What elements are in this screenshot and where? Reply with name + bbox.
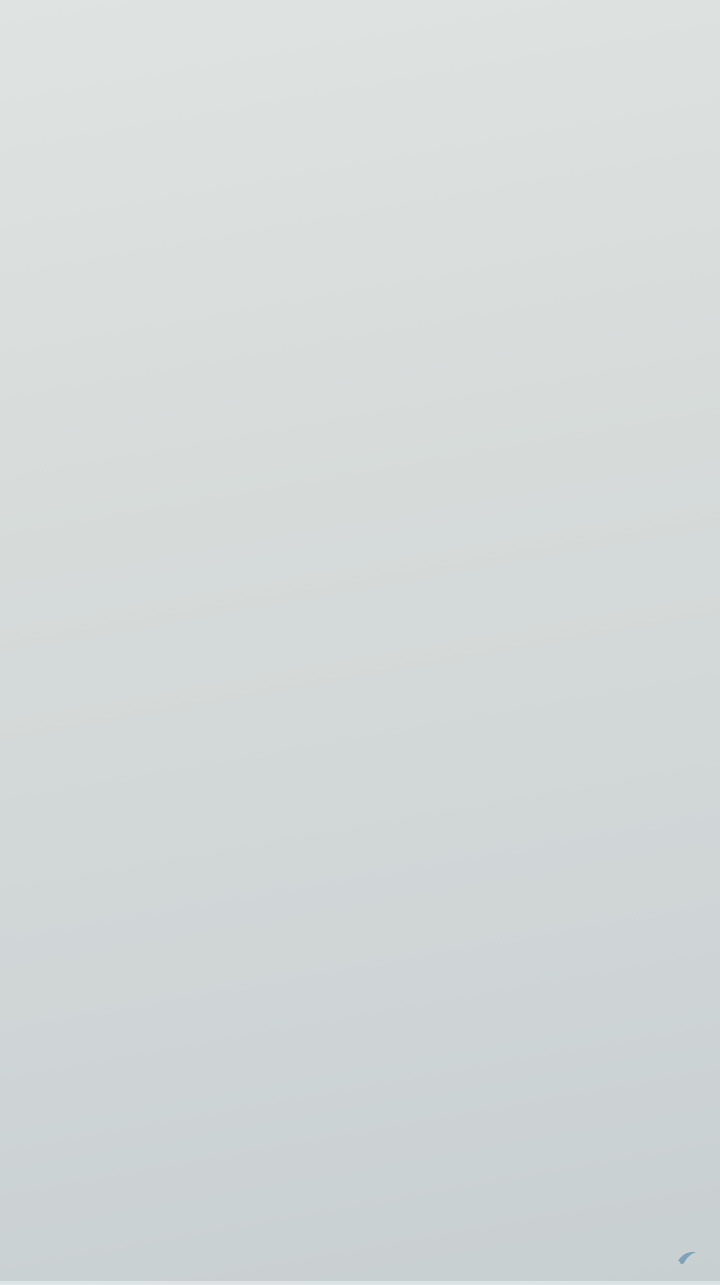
top-entry-list xyxy=(0,0,713,4)
part-title-line1 xyxy=(0,308,717,316)
part-title-line2 xyxy=(0,333,717,341)
chapter-list xyxy=(0,0,713,4)
part-years xyxy=(0,358,717,366)
todocoleccion-logo-icon xyxy=(676,1249,698,1265)
part-label xyxy=(0,264,716,272)
running-head xyxy=(28,40,694,77)
watermark xyxy=(676,1249,702,1265)
